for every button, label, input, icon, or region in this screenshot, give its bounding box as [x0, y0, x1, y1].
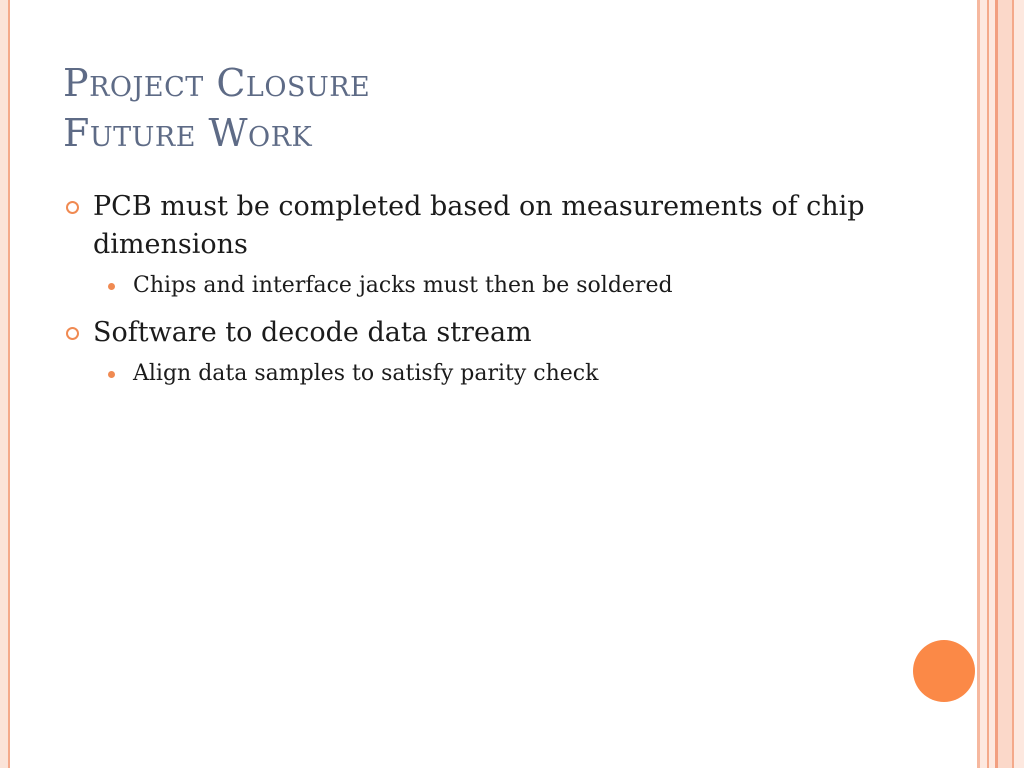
- bullet-dot-icon: [108, 371, 115, 378]
- left-border-line: [8, 0, 10, 768]
- bullet-text: Software to decode data stream: [93, 317, 532, 348]
- sub-bullet-text: Chips and interface jacks must then be soldered: [133, 273, 673, 298]
- bullet-dot-icon: [108, 283, 115, 290]
- bullet-list: [66, 188, 876, 402]
- bullet-ring-icon: [66, 201, 79, 214]
- bullet-text: PCB must be completed based on measurements of chip dimensions: [93, 191, 865, 260]
- orange-circle-decoration: [913, 640, 975, 702]
- right-stripe: [998, 0, 1012, 768]
- sub-bullet-item: [108, 358, 876, 390]
- bullet-item: [66, 314, 876, 352]
- slide-title: [63, 58, 370, 158]
- bullet-item: [66, 188, 876, 264]
- sub-bullet-text: Align data samples to satisfy parity check: [133, 361, 599, 386]
- right-stripe: [1014, 0, 1024, 768]
- sub-bullet-item: [108, 270, 876, 302]
- title-line-2: Future Work: [63, 111, 313, 155]
- left-border-decoration: [0, 0, 8, 768]
- title-line-1: Project Closure: [63, 61, 371, 105]
- bullet-ring-icon: [66, 327, 79, 340]
- right-stripe: [980, 0, 987, 768]
